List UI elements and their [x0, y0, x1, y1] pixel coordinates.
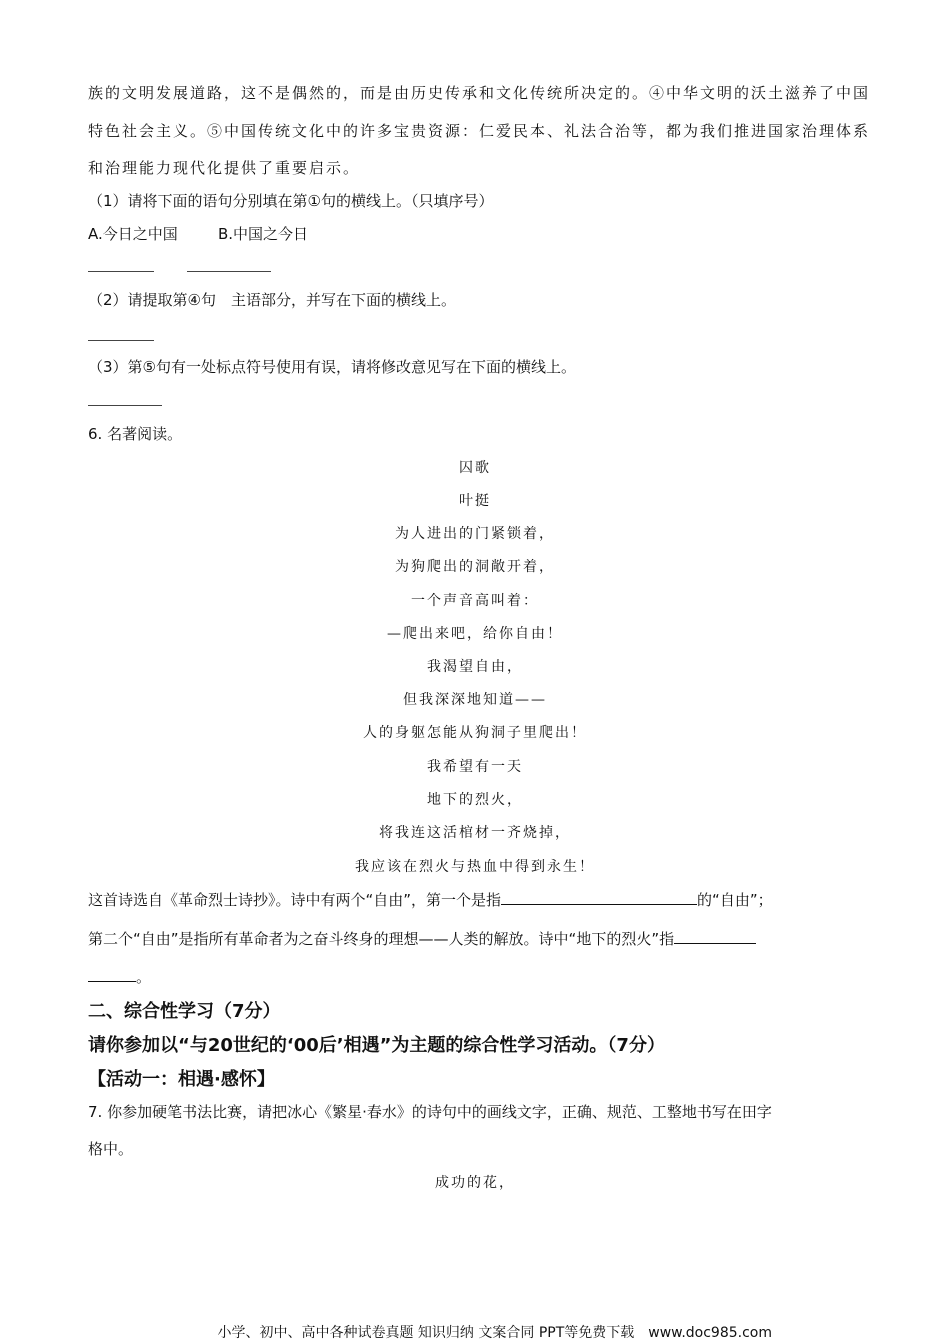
poem-line: 一个声音高叫着：: [411, 593, 539, 609]
poem-title: 囚歌: [459, 460, 491, 476]
activity-1-heading: 【活动一：相遇·感怀】: [88, 1069, 275, 1090]
option-a: A.今日之中国: [88, 225, 178, 243]
question-2: （2）请提取第④句 主语部分，并写在下面的横线上。: [88, 291, 456, 309]
question-7-line-2: 格中。: [88, 1140, 134, 1158]
question-6-line-1: [88, 889, 773, 910]
poem-line: —爬出来吧，给你自由！: [387, 626, 563, 642]
poem-line: 但我深深地知道——: [403, 692, 547, 708]
option-b: B.中国之今日: [218, 225, 309, 243]
poem-author: 叶挺: [459, 493, 491, 509]
page-footer: 小学、初中、高中各种试卷真题 知识归纳 文案合同 PPT等免费下载 www.doc985.com: [217, 1325, 772, 1341]
question-6-line-2: [88, 928, 756, 949]
poem-line: 地下的烈火，: [427, 792, 523, 808]
answer-blank-1b[interactable]: [187, 271, 271, 272]
paragraph-line-1: 族的文明发展道路，这不是偶然的，而是由历史传承和文化传统所决定的。④中华文明的沃土滋养了中国: [88, 84, 871, 102]
answer-blank-3[interactable]: [88, 405, 162, 406]
question-6-text-c: 第二个“自由”是指所有革命者为之奋斗终身的理想——人类的解放。诗中“地下的烈火”指: [88, 930, 675, 948]
answer-blank-6a[interactable]: [501, 889, 697, 905]
q7-poem-line: 成功的花，: [435, 1175, 515, 1191]
answer-blank-6b[interactable]: [674, 928, 756, 944]
answer-blank-2[interactable]: [88, 340, 154, 341]
section-2-title: 二、综合性学习（7分）: [88, 1001, 281, 1022]
question-7-line-1: 7. 你参加硬笔书法比赛，请把冰心《繁星·春水》的诗句中的画线文字，正确、规范、工整地书写在田字: [88, 1103, 772, 1121]
answer-blank-1a[interactable]: [88, 271, 154, 272]
poem-line: 为人进出的门紧锁着，: [395, 526, 555, 542]
poem-line: 为狗爬出的洞敞开着，: [395, 559, 555, 575]
question-3: （3）第⑤句有一处标点符号使用有误，请将修改意见写在下面的横线上。: [88, 358, 576, 376]
question-6-text-a: 这首诗选自《革命烈士诗抄》。诗中有两个“自由”，第一个是指: [88, 891, 502, 909]
paragraph-line-2: 特色社会主义。⑤中国传统文化中的许多宝贵资源：仁爱民本、礼法合治等，都为我们推进国家治理体系: [88, 122, 871, 140]
poem-line: 我希望有一天: [427, 759, 523, 775]
paragraph-line-3: 和治理能力现代化提供了重要启示。: [88, 159, 361, 177]
question-6-heading: 6. 名著阅读。: [88, 425, 183, 443]
poem-line: 人的身躯怎能从狗洞子里爬出！: [363, 725, 587, 741]
poem-line: 我应该在烈火与热血中得到永生！: [355, 859, 595, 875]
question-6-line-3: [88, 966, 151, 987]
section-2-intro: 请你参加以“与20世纪的‘00后’相遇”为主题的综合性学习活动。（7分）: [88, 1035, 665, 1056]
poem-line: 将我连这活棺材一齐烧掉，: [379, 825, 571, 841]
answer-blank-6c[interactable]: [88, 966, 136, 982]
question-6-end: 。: [136, 968, 152, 986]
question-1: （1）请将下面的语句分别填在第①句的横线上。（只填序号）: [88, 192, 494, 210]
question-6-text-b: 的“自由”；: [697, 891, 773, 909]
poem-line: 我渴望自由，: [427, 659, 523, 675]
